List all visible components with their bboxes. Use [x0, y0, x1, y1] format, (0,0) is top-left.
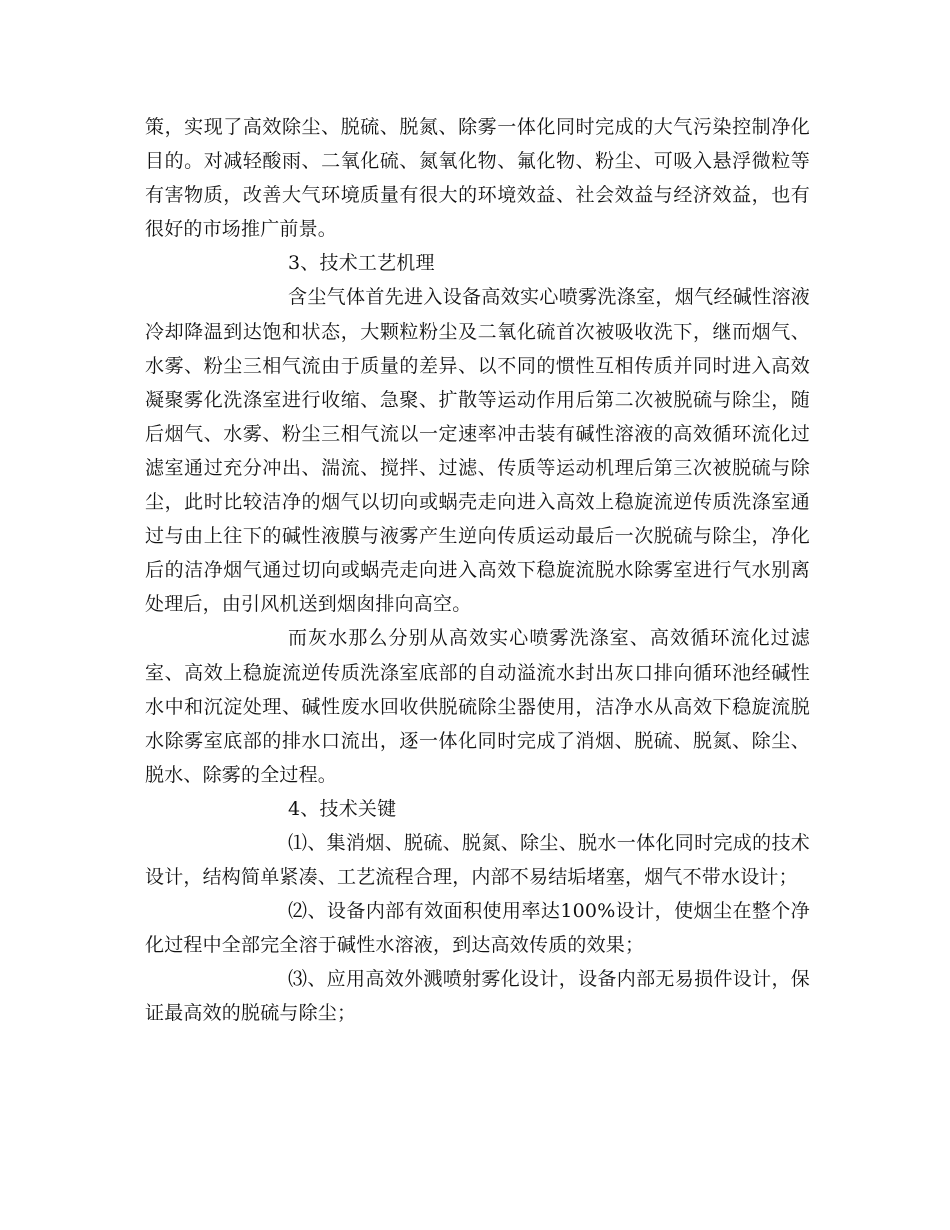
list-item-key-3: ⑶、应用高效外溅喷射雾化设计，设备内部无易损件设计，保证最高效的脱硫与除尘； — [145, 968, 810, 1025]
list-item-key-2: ⑵、设备内部有效面积使用率达100%设计，使烟尘在整个净化过程中全部完全溶于碱性水溶液，到达高效传质的效果； — [145, 900, 810, 957]
paragraph-ash-water: 而灰水那么分别从高效实心喷雾洗涤室、高效循环流化过滤室、高效上稳旋流逆传质洗涤室底部的自动溢流水封出灰口排向循环池经碱性水中和沉淀处理、碱性废水回收供脱硫除尘器使用，洁净水从高效下稳旋流脱水除雾室底部的排水口流出，逐一体化同时完成了消烟、脱硫、脱氮、除尘、脱水、除雾的全过程。 — [145, 627, 810, 786]
section-heading-technical-keys: 4、技术关键 — [288, 797, 397, 820]
section-heading-process-mechanism: 3、技术工艺机理 — [288, 252, 435, 275]
list-item-key-1: ⑴、集消烟、脱硫、脱氮、除尘、脱水一体化同时完成的技术设计，结构简单紧凑、工艺流程合理，内部不易结垢堵塞，烟气不带水设计； — [145, 831, 810, 889]
document-page — [145, 110, 810, 1031]
paragraph-intro-continuation: 策，实现了高效除尘、脱硫、脱氮、除雾一体化同时完成的大气污染控制净化目的。对减轻酸雨、二氧化硫、氮氧化物、氟化物、粉尘、可吸入悬浮微粒等有害物质，改善大气环境质量有很大的环境效益、社会效益与经济效益，也有很好的市场推广前景。 — [145, 116, 810, 241]
paragraph-mechanism: 含尘气体首先进入设备高效实心喷雾洗涤室，烟气经碱性溶液冷却降温到达饱和状态，大颗粒粉尘及二氧化硫首次被吸收洗下，继而烟气、水雾、粉尘三相气流由于质量的差异、以不同的惯性互相传质并同时进入高效凝聚雾化洗涤室进行收缩、急聚、扩散等运动作用后第二次被脱硫与除尘，随后烟气、水雾、粉尘三相气流以一定速率冲击装有碱性溶液的高效循环流化过滤室通过充分冲出、湍流、搅拌、过滤、传质等运动机理后第三次被脱硫与除尘，此时比较洁净的烟气以切向或蜗壳走向进入高效上稳旋流逆传质洗涤室通过与由上往下的碱性液膜与液雾产生逆向传质运动最后一次脱硫与除尘，净化后的洁净烟气通过切向或蜗壳走向进入高效下稳旋流脱水除雾室进行气水别离处理后，由引风机送到烟囱排向高空。 — [145, 286, 810, 616]
